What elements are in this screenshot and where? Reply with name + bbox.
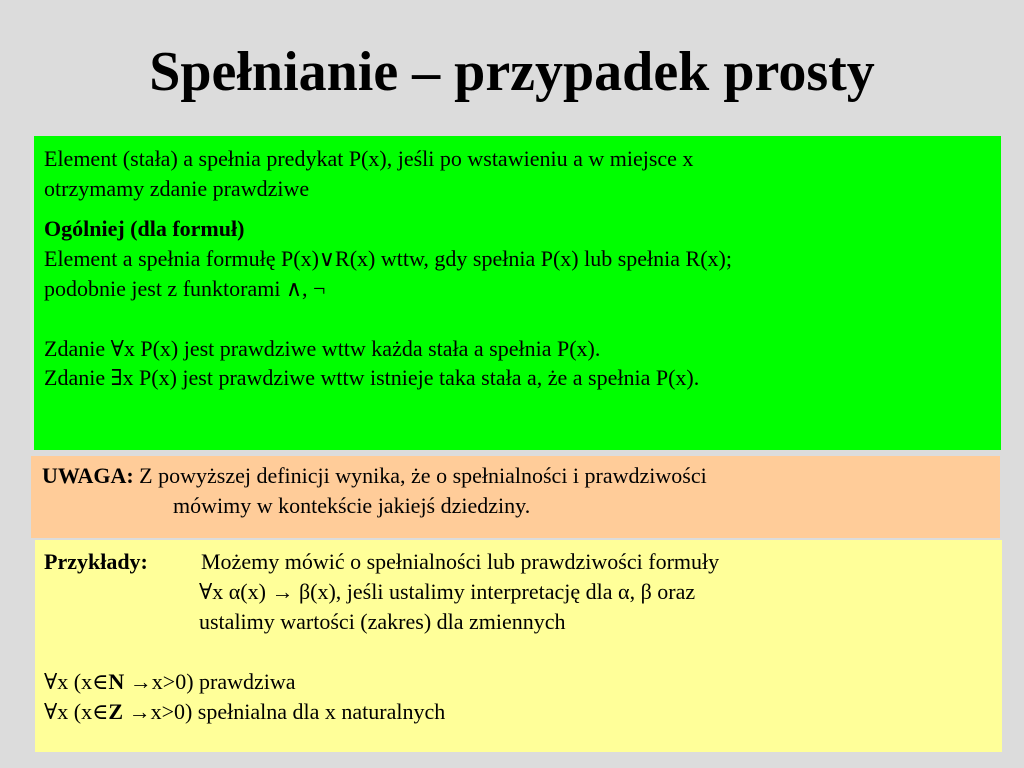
note-label: UWAGA: (42, 463, 134, 488)
examples-line-2: ∀x α(x) → β(x), jeśli ustalimy interpretację dla α, β oraz (199, 578, 696, 604)
definition-line-2: otrzymamy zdanie prawdziwe (44, 175, 310, 201)
example-2 (44, 697, 994, 727)
example-2-set: Z (108, 698, 124, 724)
exists-line: Zdanie ∃x P(x) jest prawdziwe wttw istnieje taka stała a, że a spełnia P(x). (44, 365, 700, 391)
note-text-1: Z powyższej definicji wynika, że o spełnialności i prawdziwości (133, 463, 707, 488)
forall-line: Zdanie ∀x P(x) jest prawdziwe wttw każda stała a spełnia P(x). (44, 335, 601, 361)
examples-label: Przykłady: (44, 549, 148, 574)
example-1-suffix: →x>0) prawdziwa (124, 668, 296, 694)
definition-line-1: Element (stała) a spełnia predykat P(x), jeśli po wstawieniu a w miejsce x (44, 146, 694, 171)
slide-title: Spełnianie – przypadek prosty (149, 41, 875, 103)
example-1 (44, 667, 994, 697)
spacer (44, 204, 993, 214)
examples-box (35, 540, 1002, 752)
note-box (31, 456, 1000, 538)
example-1-set: N (108, 668, 125, 694)
examples-text-1: Możemy mówić o spełnialności lub prawdziwości formuły (201, 549, 720, 574)
definition-box (34, 136, 1001, 450)
examples-line-3: ustalimy wartości (zakres) dla zmiennych (199, 608, 566, 634)
spacer (44, 637, 994, 667)
note-line-2: mówimy w kontekście jakiejś dziedziny. (173, 492, 531, 518)
general-line-1: Element a spełnia formułę P(x)∨R(x) wttw, gdy spełnia P(x) lub spełnia R(x); (44, 245, 732, 271)
examples-line-1 (44, 547, 994, 577)
note-line-1 (42, 461, 992, 491)
example-2-suffix: →x>0) spełnialna dla x naturalnych (123, 698, 446, 724)
spacer (44, 304, 993, 334)
example-1-prefix: ∀x (x∈ (44, 668, 109, 694)
general-line-2: podobnie jest z funktorami ∧, ¬ (44, 275, 326, 301)
example-2-prefix: ∀x (x∈ (44, 698, 109, 724)
general-heading: Ogólniej (dla formuł) (44, 215, 245, 241)
